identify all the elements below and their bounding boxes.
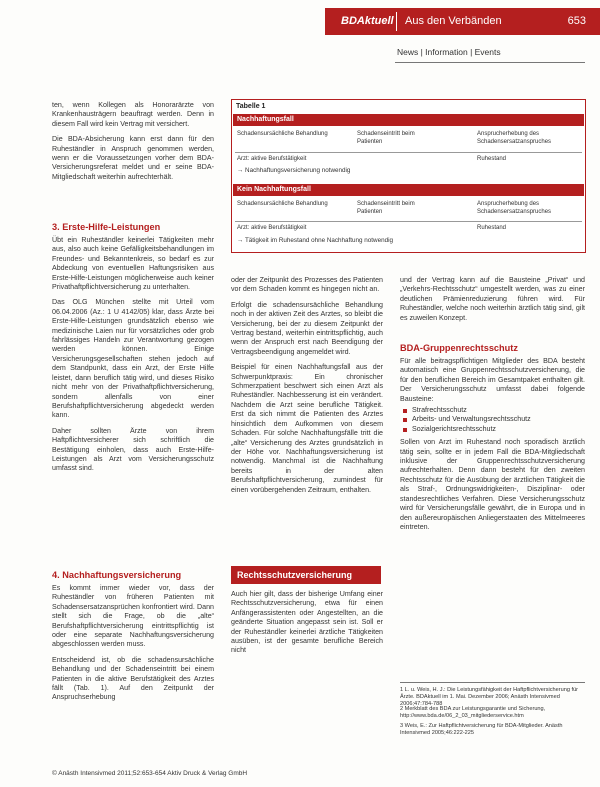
table-box-behandlung: Schadensursächliche Behandlung bbox=[237, 201, 328, 207]
table-box-behandlung: Schadensursächliche Behandlung bbox=[237, 131, 328, 137]
table-arrow-note: → Tätigkeit im Ruhestand ohne Nachhaftung notwendig bbox=[237, 237, 394, 244]
header-band bbox=[325, 8, 600, 35]
arrow-text: Tätigkeit im Ruhestand ohne Nachhaftung notwendig bbox=[244, 237, 394, 244]
paragraph: Auch hier gilt, dass der bisherige Umfang einer Rechtsschutzversicherung, etwa für einen Anfängerassistenten oder Angestellten, an die geänderte Situation angepasst sein ist. Soll er der Ruheständler keinerlei ärztliche Tätigkeiten ausüben, ist der gesamte berufliche Bereich nicht bbox=[231, 590, 383, 655]
paragraph: Beispiel für einen Nachhaftungsfall aus der Schwerpunktpraxis: Ein chronischer Schmerzpatient beschwert sich einen Arzt als Ruheständler. Nachbesserung ist ein verändert. Nachdem die Arzt seine berufliche Tätigkeit. Erst da sich nimmt die Patienten des Arztes hinsichtlich dem Aufkommen von diesem Schaden. Für solche Nachhaftungsfälle tritt die „alte“ Versicherung des Arztes grundsätzlich in der Höhe vor. Nachhaftungsversicherung ist notwendig. Manchmal ist die Nachhaftung bereits in der alten Berufshaftpflichtversicherung, zumindest für einen vorübergehenden Zeitraum, enthalten. bbox=[231, 363, 383, 494]
table-box-anspruch: Ansprucherhebung des Schadensersatzanspruches bbox=[477, 201, 552, 215]
table-box-schadenseintritt: Schadenseintritt beim Patienten bbox=[357, 201, 415, 215]
column-2-bottom bbox=[231, 590, 383, 662]
subnav: News | Information | Events bbox=[397, 47, 501, 57]
paragraph: ten, wenn Kollegen als Honorarärzte von Krankenhausträgern beauftragt werden. Denn in diesem Fall wird kein Vertrag mit versichert. bbox=[52, 101, 214, 128]
table-box-anspruch: Ansprucherhebung des Schadensersatzanspruches bbox=[477, 131, 552, 145]
column-1-bottom bbox=[52, 584, 214, 709]
table-arrow-note: → Nachhaftungsversicherung notwendig bbox=[237, 167, 351, 174]
table-divider bbox=[235, 152, 582, 153]
table-band-nachhaftungsfall: Nachhaftungsfall bbox=[233, 114, 584, 126]
paragraph: Übt ein Ruheständler keinerlei Tätigkeiten mehr aus, also auch keine Gefälligkeitsbehandlungen im Freundes- und Bekanntenkreis, so bedarf es zur Abdeckung von eventuellen Haftungsrisiken aus Erste-Hilfe-Leistungen möglicherweise auch keiner Privathaftpflichtversicherung zu unterhalten. bbox=[52, 236, 214, 292]
table-divider bbox=[235, 221, 582, 222]
column-1-top bbox=[52, 101, 214, 188]
paragraph: Für alle beitragspflichtigen Mitglieder des BDA besteht automatisch eine Gruppenrechtsschutzversicherung, die für den beruflichen Bereich im Gesamtpaket enthalten gilt. Der Versicherungsschutz umfasst dabei folgende Bausteine: bbox=[400, 357, 585, 403]
paragraph: Entscheidend ist, ob die schadensursächliche Behandlung und der Schadenseintritt bei einem Patienten in die aktive Berufstätigkeit des Arztes fällt (Tab. 1). Auf den Zeitpunkt der Anspruchserhebung bbox=[52, 655, 214, 702]
list-item: Arbeits- und Verwaltungsrechtsschutz bbox=[412, 415, 585, 424]
heading-nachhaftung: 4. Nachhaftungsversicherung bbox=[52, 570, 182, 580]
table-row-aktiv: Arzt: aktive Berufstätigkeit bbox=[237, 156, 307, 162]
paragraph: Sollen von Arzt im Ruhestand noch sporadisch ärztlich tätig sein, sollte er in jedem Fall die BDA-Mitgliedschaft inklusive der Gruppenrechtsschutzversicherung aufrechterhalten. Denn dann besteht für den zweiten Rechtsschutz für die Ausübung der ärztlichen Tätigkeit die als Straf-, Ordnungswidrigkeiten-, Disziplinar- oder standesrechtliches Verfahren. Diese Versicherungsschutz wird für Versicherungsfälle gewährt, die in Europa und in den außereuropäischen Anliegerstaaten des Mittelmeeres eintreten. bbox=[400, 438, 585, 531]
paragraph: Erfolgt die schadensursächliche Behandlung noch in der aktiven Zeit des Arztes, so bleibt die Versicherung, bei der zu diesem Zeitpunkt der Vertrag bestand, weiterhin eintrittspflichtig, auch wenn der Anspruch erst nach Beendigung der Vertragsbeendigung angemeldet wird. bbox=[231, 300, 383, 356]
header-separator bbox=[396, 12, 397, 31]
table-row-ruhestand: Ruhestand bbox=[477, 225, 507, 231]
heading-rechtsschutz: Rechtsschutzversicherung bbox=[231, 566, 381, 584]
column-2-top bbox=[231, 276, 383, 501]
header-rule bbox=[395, 62, 585, 63]
table-row-ruhestand: Ruhestand bbox=[477, 156, 507, 162]
footnote: 1 L. u. Weis, H. J.: Die Leistungsfähigkeit der Haftpflichtversicherung für Ärzte. BDAktuell im 1. Mai. Dezember 2006; Anästh Intensivmed 2006;47:784-788 bbox=[400, 687, 579, 708]
column-1-mid bbox=[52, 236, 214, 480]
paragraph: Es kommt immer wieder vor, dass der Ruheständler von früheren Patienten mit Schadensersatzansprüchen konfrontiert wird. Dann stellt sich die Frage, ob die „alte“ Berufshaftpflichtversicherung eintrittspflichtig ist oder eine separate Nachhaftungsversicherung abgeschlossen werden muss. bbox=[52, 584, 214, 649]
table-row-aktiv: Arzt: aktive Berufstätigkeit bbox=[237, 225, 307, 231]
paragraph: Daher sollten Ärzte von ihrem Haftpflichtversicherer sich schriftlich die Bestätigung einholen, dass auch Erste-Hilfe-Leistungen als Arzt vom Versicherungsschutz umfasst sind. bbox=[52, 426, 214, 473]
footnote: 3 Weis, E.: Zur Haftpflichtversicherung für BDA-Mitglieder. Anästh Intensivmed 2005;46:222-225 bbox=[400, 723, 563, 737]
table-box-schadenseintritt: Schadenseintritt beim Patienten bbox=[357, 131, 415, 145]
list-item: Sozialgerichtsrechtsschutz bbox=[412, 425, 585, 434]
paragraph: Die BDA-Absicherung kann erst dann für den Ruheständler in Anspruch genommen werden, wenn er die Voraussetzungen vorher dem BDA-Versicherungsreferat meldet und er seine BDA-Mitgliedschaft weiterhin aufrechterhält. bbox=[52, 135, 214, 181]
page-footer: © Anästh Intensivmed 2011;52:653-654 Aktiv Druck & Verlag GmbH bbox=[52, 770, 248, 777]
column-3-top bbox=[400, 276, 585, 329]
section-title: Aus den Verbänden bbox=[405, 15, 502, 27]
arrow-text: Nachhaftungsversicherung notwendig bbox=[245, 167, 351, 174]
column-3-mid bbox=[400, 357, 585, 538]
footnote: 2 Merkblatt des BDA zur Leistungsgarantie und Sicherung, http://www.bda.de/06_2_03_mitgliederservice.htm bbox=[400, 706, 546, 720]
bullet-list bbox=[400, 406, 585, 434]
heading-gruppenrechtsschutz: BDA-Gruppenrechtsschutz bbox=[400, 343, 518, 353]
list-item: Strafrechtsschutz bbox=[412, 406, 585, 415]
paragraph: oder der Zeitpunkt des Prozesses des Patienten vor dem Schaden kommt es hingegen nicht an. bbox=[231, 276, 383, 294]
table-title: Tabelle 1 bbox=[236, 103, 266, 110]
brand-name: BDAktuell bbox=[341, 15, 394, 27]
paragraph: Das OLG München stellte mit Urteil vom 06.04.2006 (Az.: 1 U 4142/05) klar, dass Ärzte bei Erste-Hilfe-Leistungen grundsätzlich ebenso wie medizinische Laien nur für vorsätzliches oder grob fahrlässiges Handeln zur Verantwortung gezogen werden können. Einige Versicherungsgesellschaften stehen jedoch auf dem Standpunkt, dass ein Arzt, der Erste Hilfe leistet, dann beruflich tätig wird, und dieses Risiko nicht mehr von der Privathaftpflichtversicherung, sondern allenfalls von einer Berufshaftpflichtversicherung abgedeckt werden kann. bbox=[52, 298, 214, 420]
footnote-rule bbox=[400, 682, 585, 683]
page-number: 653 bbox=[567, 15, 586, 27]
table-band-kein-nachhaftungsfall: Kein Nachhaftungsfall bbox=[233, 184, 584, 196]
table-1 bbox=[231, 99, 586, 253]
paragraph: und der Vertrag kann auf die Bausteine „Privat“ und „Verkehrs-Rechtsschutz“ umgestellt werden, was zu einer deutlichen Prämienreduzierung führen wird. Für Ruheständler, welche noch weiterhin ärztlich tätig sind, gilt es zuweilen Konzept. bbox=[400, 276, 585, 322]
heading-erste-hilfe: 3. Erste-Hilfe-Leistungen bbox=[52, 222, 161, 232]
